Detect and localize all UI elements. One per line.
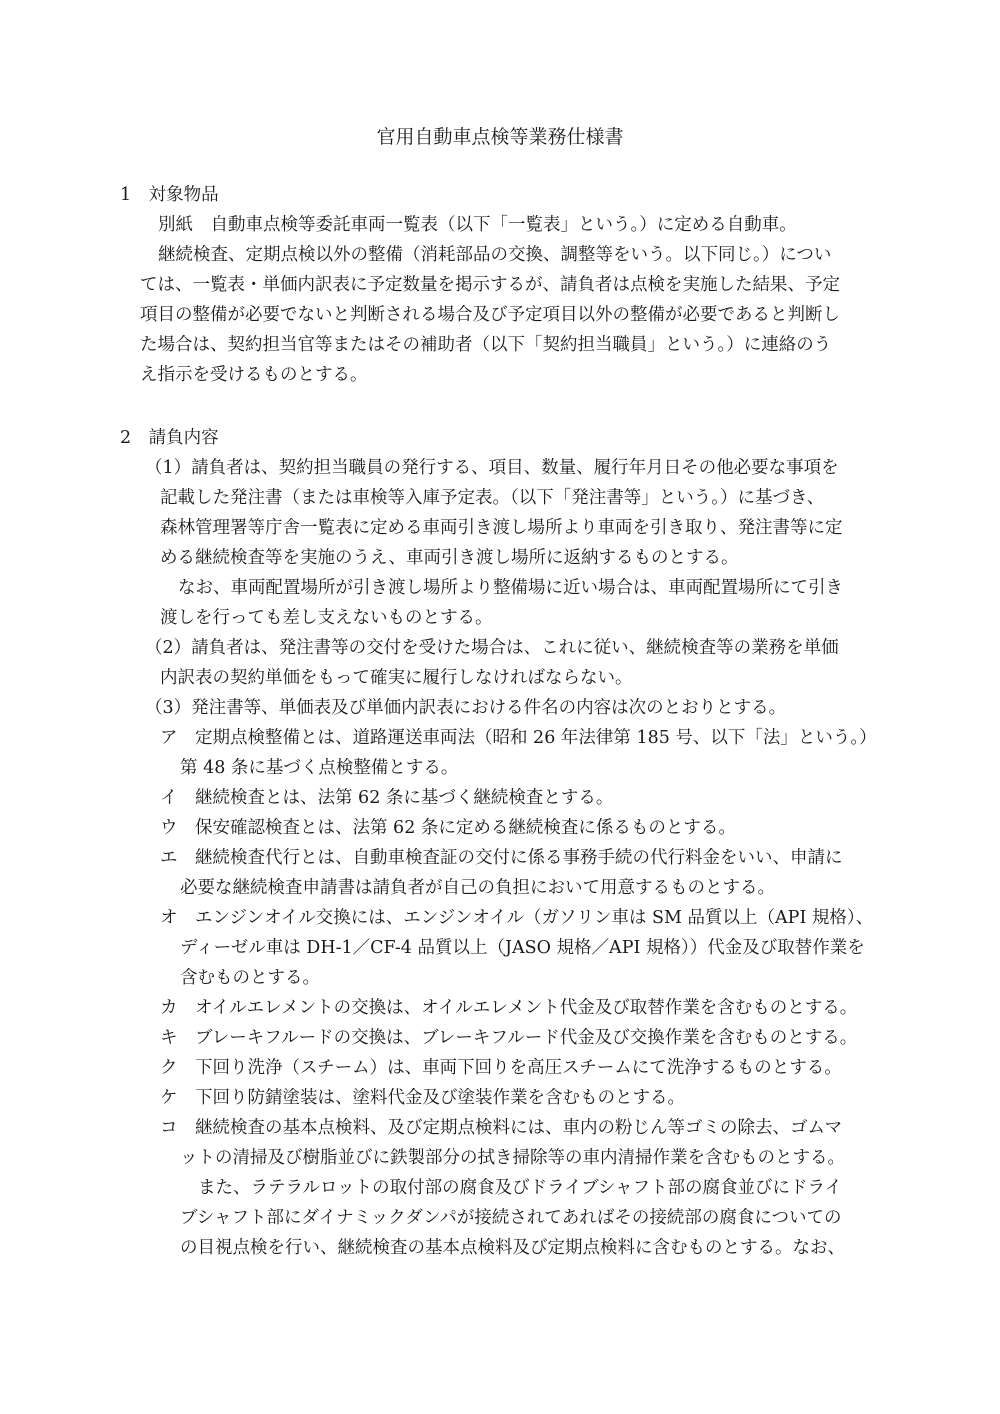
section2-item-i: イ 継続検査とは、法第 62 条に基づく継続検査とする。 xyxy=(160,788,614,808)
section2-line: ディーゼル車は DH-1／CF-4 品質以上（JASO 規格／API 規格））代金及び取替作業を xyxy=(180,938,865,958)
section2-line: ットの清掃及び樹脂並びに鉄製部分の拭き掃除等の車内清掃作業を含むものとする。 xyxy=(180,1148,845,1168)
section2-item-e: エ 継続検査代行とは、自動車検査証の交付に係る事務手続の代行料金をいい、申請に xyxy=(160,848,843,868)
section2-line: 記載した発注書（または車検等入庫予定表。（以下「発注書等」という。）に基づき、 xyxy=(160,488,825,508)
section1-line: え指示を受けるものとする。 xyxy=(140,365,368,385)
section2-line: （2）請負者は、発注書等の交付を受けた場合は、これに従い、継続検査等の業務を単価 xyxy=(145,638,839,658)
section2-line: （3）発注書等、単価表及び単価内訳表における件名の内容は次のとおりとする。 xyxy=(145,698,787,718)
section2-line: 森林管理署等庁舎一覧表に定める車両引き渡し場所より車両を引き取り、発注書等に定 xyxy=(160,518,843,538)
section2-line: 必要な継続検査申請書は請負者が自己の負担において用意するものとする。 xyxy=(180,878,775,898)
section2-line: ブシャフト部にダイナミックダンパが接続されてあればその接続部の腐食についての xyxy=(180,1208,842,1228)
section2-item-ku: ク 下回り洗浄（スチーム）は、車両下回りを高圧スチームにて洗浄するものとする。 xyxy=(160,1058,842,1078)
section1-heading: 1 対象物品 xyxy=(120,185,219,205)
section2-line: また、ラテラルロットの取付部の腐食及びドライブシャフト部の腐食並びにドライ xyxy=(198,1178,842,1198)
section2-line: 内訳表の契約単価をもって確実に履行しなければならない。 xyxy=(160,668,633,688)
section2-item-ka: カ オイルエレメントの交換は、オイルエレメント代金及び取替作業を含むものとする。 xyxy=(160,998,858,1018)
section2-item-ko: コ 継続検査の基本点検料、及び定期点検料には、車内の粉じん等ゴミの除去、ゴムマ xyxy=(160,1118,843,1138)
section1-line: 継続検査、定期点検以外の整備（消耗部品の交換、調整等をいう。以下同じ。）につい xyxy=(158,245,832,265)
section2-line: 渡しを行っても差し支えないものとする。 xyxy=(160,608,493,628)
section2-line: なお、車両配置場所が引き渡し場所より整備場に近い場合は、車両配置場所にて引き xyxy=(178,578,843,598)
section2-item-ke: ケ 下回り防錆塗装は、塗料代金及び塗装作業を含むものとする。 xyxy=(160,1088,685,1108)
section2-line: （1）請負者は、契約担当職員の発行する、項目、数量、履行年月日その他必要な事項を xyxy=(145,458,839,478)
section2-line: 含むものとする。 xyxy=(180,968,320,988)
section2-item-o: オ エンジンオイル交換には、エンジンオイル（ガソリン車は SM 品質以上（API 規格）、 xyxy=(160,908,874,928)
section2-item-a: ア 定期点検整備とは、道路運送車両法（昭和 26 年法律第 185 号、以下「法」という。） xyxy=(160,728,877,748)
section2-item-ki: キ ブレーキフルードの交換は、ブレーキフルード代金及び交換作業を含むものとする。 xyxy=(160,1028,858,1048)
section1-line: 別紙 自動車点検等委託車両一覧表（以下「一覧表」という。）に定める自動車。 xyxy=(158,215,797,235)
document-title: 官用自動車点検等業務仕様書 xyxy=(376,126,624,148)
section1-line: 項目の整備が必要でないと判断される場合及び予定項目以外の整備が必要であると判断し xyxy=(140,305,840,325)
section2-line: める継続検査等を実施のうえ、車両引き渡し場所に返納するものとする。 xyxy=(160,548,739,568)
section1-line: た場合は、契約担当官等またはその補助者（以下「契約担当職員」という。）に連絡のう xyxy=(140,335,832,355)
section2-line: 第 48 条に基づく点検整備とする。 xyxy=(180,758,459,778)
section2-line: の目視点検を行い、継続検査の基本点検料及び定期点検料に含むものとする。なお、 xyxy=(180,1238,845,1258)
section2-heading: 2 請負内容 xyxy=(120,428,219,448)
section2-item-u: ウ 保安確認検査とは、法第 62 条に定める継続検査に係るものとする。 xyxy=(160,818,736,838)
section1-line: ては、一覧表・単価内訳表に予定数量を掲示するが、請負者は点検を実施した結果、予定 xyxy=(140,275,840,295)
